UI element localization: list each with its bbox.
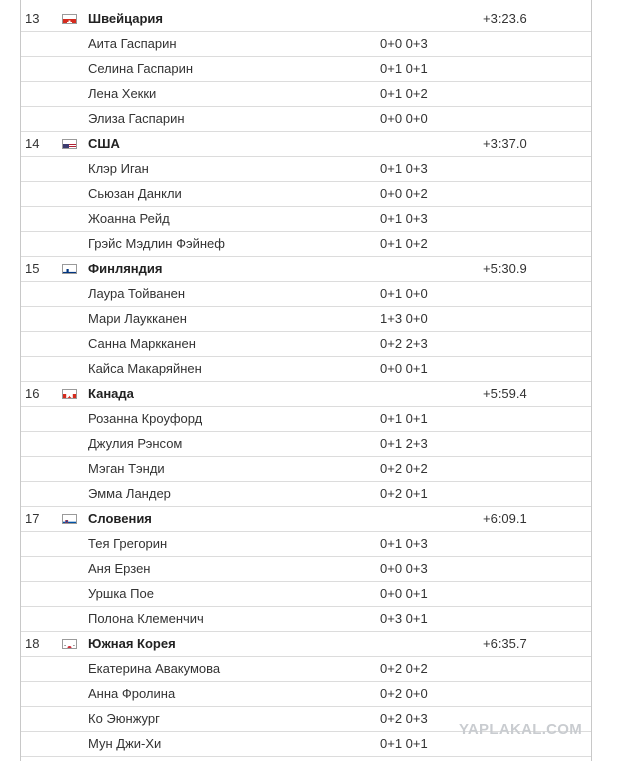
athlete-name: Лена Хекки bbox=[88, 86, 157, 101]
team-rank: 17 bbox=[25, 511, 40, 526]
athlete-name: Кайса Макаряйнен bbox=[88, 361, 202, 376]
athlete-row bbox=[21, 357, 591, 382]
athlete-name: Анна Фролина bbox=[88, 686, 176, 701]
team-time-behind: +5:30.9 bbox=[483, 261, 527, 276]
athlete-name: Джулия Рэнсом bbox=[88, 436, 183, 451]
athlete-shooting: 0+0 0+1 bbox=[380, 361, 428, 376]
athlete-shooting: 0+1 0+3 bbox=[380, 536, 428, 551]
athlete-shooting: 0+2 0+2 bbox=[380, 461, 428, 476]
athlete-row bbox=[21, 82, 591, 107]
athlete-shooting: 0+2 0+2 bbox=[380, 661, 428, 676]
athlete-row bbox=[21, 607, 591, 632]
athlete-row bbox=[21, 457, 591, 482]
team-time-behind: +6:35.7 bbox=[483, 636, 527, 651]
team-country-name: США bbox=[88, 136, 120, 151]
team-country-name: Финляндия bbox=[88, 261, 163, 276]
team-row bbox=[21, 507, 591, 532]
athlete-shooting: 0+1 0+1 bbox=[380, 411, 428, 426]
team-country-name: Словения bbox=[88, 511, 152, 526]
athlete-row bbox=[21, 32, 591, 57]
athlete-row bbox=[21, 407, 591, 432]
athlete-row bbox=[21, 307, 591, 332]
team-country-name: Канада bbox=[88, 386, 134, 401]
athlete-name: Екатерина Авакумова bbox=[88, 661, 221, 676]
athlete-name: Эмма Ландер bbox=[88, 486, 171, 501]
athlete-shooting: 0+2 0+3 bbox=[380, 711, 428, 726]
athlete-name: Мун Джи-Хи bbox=[88, 736, 162, 751]
south-korea-flag-icon bbox=[62, 639, 77, 649]
team-rank: 13 bbox=[25, 11, 40, 26]
athlete-name: Грэйс Мэдлин Фэйнеф bbox=[88, 236, 225, 251]
athlete-row bbox=[21, 332, 591, 357]
team-rank: 14 bbox=[25, 136, 40, 151]
team-row bbox=[21, 132, 591, 157]
team-time-behind: +3:37.0 bbox=[483, 136, 527, 151]
athlete-name: Санна Маркканен bbox=[88, 336, 196, 351]
team-country-name: Южная Корея bbox=[88, 636, 176, 651]
athlete-shooting: 0+2 0+0 bbox=[380, 686, 428, 701]
slovenia-flag-icon bbox=[62, 514, 77, 524]
athlete-row bbox=[21, 582, 591, 607]
athlete-shooting: 1+3 0+0 bbox=[380, 311, 428, 326]
athlete-row bbox=[21, 682, 591, 707]
athlete-name: Лаура Тойванен bbox=[88, 286, 186, 301]
athlete-row bbox=[21, 557, 591, 582]
athlete-row bbox=[21, 107, 591, 132]
athlete-name: Полона Клеменчич bbox=[88, 611, 204, 626]
usa-flag-icon bbox=[62, 139, 77, 149]
athlete-shooting: 0+0 0+3 bbox=[380, 561, 428, 576]
athlete-shooting: 0+1 2+3 bbox=[380, 436, 428, 451]
athlete-shooting: 0+2 2+3 bbox=[380, 336, 428, 351]
athlete-row bbox=[21, 532, 591, 557]
team-rank: 18 bbox=[25, 636, 40, 651]
team-country-name: Швейцария bbox=[88, 11, 164, 26]
canada-flag-icon bbox=[62, 389, 77, 399]
team-rank: 15 bbox=[25, 261, 40, 276]
switzerland-flag-icon bbox=[62, 14, 77, 24]
athlete-name: Мари Лаукканен bbox=[88, 311, 187, 326]
athlete-name: Розанна Кроуфорд bbox=[88, 411, 203, 426]
athlete-row bbox=[21, 207, 591, 232]
athlete-shooting: 0+1 0+2 bbox=[380, 86, 428, 101]
athlete-name: Тея Грегорин bbox=[88, 536, 168, 551]
team-row bbox=[21, 632, 591, 657]
athlete-shooting: 0+1 0+1 bbox=[380, 736, 428, 751]
athlete-name: Жоанна Рейд bbox=[88, 211, 170, 226]
watermark: YAPLAKAL.COM bbox=[459, 721, 583, 738]
athlete-row bbox=[21, 482, 591, 507]
athlete-name: Сьюзан Данкли bbox=[88, 186, 182, 201]
athlete-name: Аита Гаспарин bbox=[88, 36, 177, 51]
team-row bbox=[21, 7, 591, 32]
athlete-shooting: 0+1 0+0 bbox=[380, 286, 428, 301]
athlete-name: Клэр Иган bbox=[88, 161, 149, 176]
athlete-shooting: 0+2 0+1 bbox=[380, 486, 428, 501]
athlete-row bbox=[21, 657, 591, 682]
athlete-name: Ко Эюнжург bbox=[88, 711, 160, 726]
athlete-row bbox=[21, 157, 591, 182]
team-row bbox=[21, 257, 591, 282]
athlete-name: Мэган Тэнди bbox=[88, 461, 165, 476]
athlete-shooting: 0+0 0+1 bbox=[380, 586, 428, 601]
athlete-shooting: 0+1 0+3 bbox=[380, 161, 428, 176]
athlete-name: Уршка Пое bbox=[88, 586, 154, 601]
finland-flag-icon bbox=[62, 264, 77, 274]
team-time-behind: +5:59.4 bbox=[483, 386, 527, 401]
athlete-shooting: 0+0 0+2 bbox=[380, 186, 428, 201]
athlete-row bbox=[21, 432, 591, 457]
team-row bbox=[21, 382, 591, 407]
team-rank: 16 bbox=[25, 386, 40, 401]
athlete-name: Элиза Гаспарин bbox=[88, 111, 185, 126]
athlete-shooting: 0+0 0+0 bbox=[380, 111, 428, 126]
athlete-row bbox=[21, 57, 591, 82]
athlete-shooting: 0+1 0+1 bbox=[380, 61, 428, 76]
athlete-name: Селина Гаспарин bbox=[88, 61, 194, 76]
athlete-row bbox=[21, 182, 591, 207]
athlete-shooting: 0+3 0+1 bbox=[380, 611, 428, 626]
athlete-shooting: 0+0 0+3 bbox=[380, 36, 428, 51]
team-time-behind: +3:23.6 bbox=[483, 11, 527, 26]
athlete-shooting: 0+1 0+3 bbox=[380, 211, 428, 226]
athlete-row bbox=[21, 282, 591, 307]
athlete-shooting: 0+1 0+2 bbox=[380, 236, 428, 251]
athlete-row bbox=[21, 232, 591, 257]
team-time-behind: +6:09.1 bbox=[483, 511, 527, 526]
results-table bbox=[21, 7, 591, 757]
athlete-name: Аня Ерзен bbox=[88, 561, 151, 576]
